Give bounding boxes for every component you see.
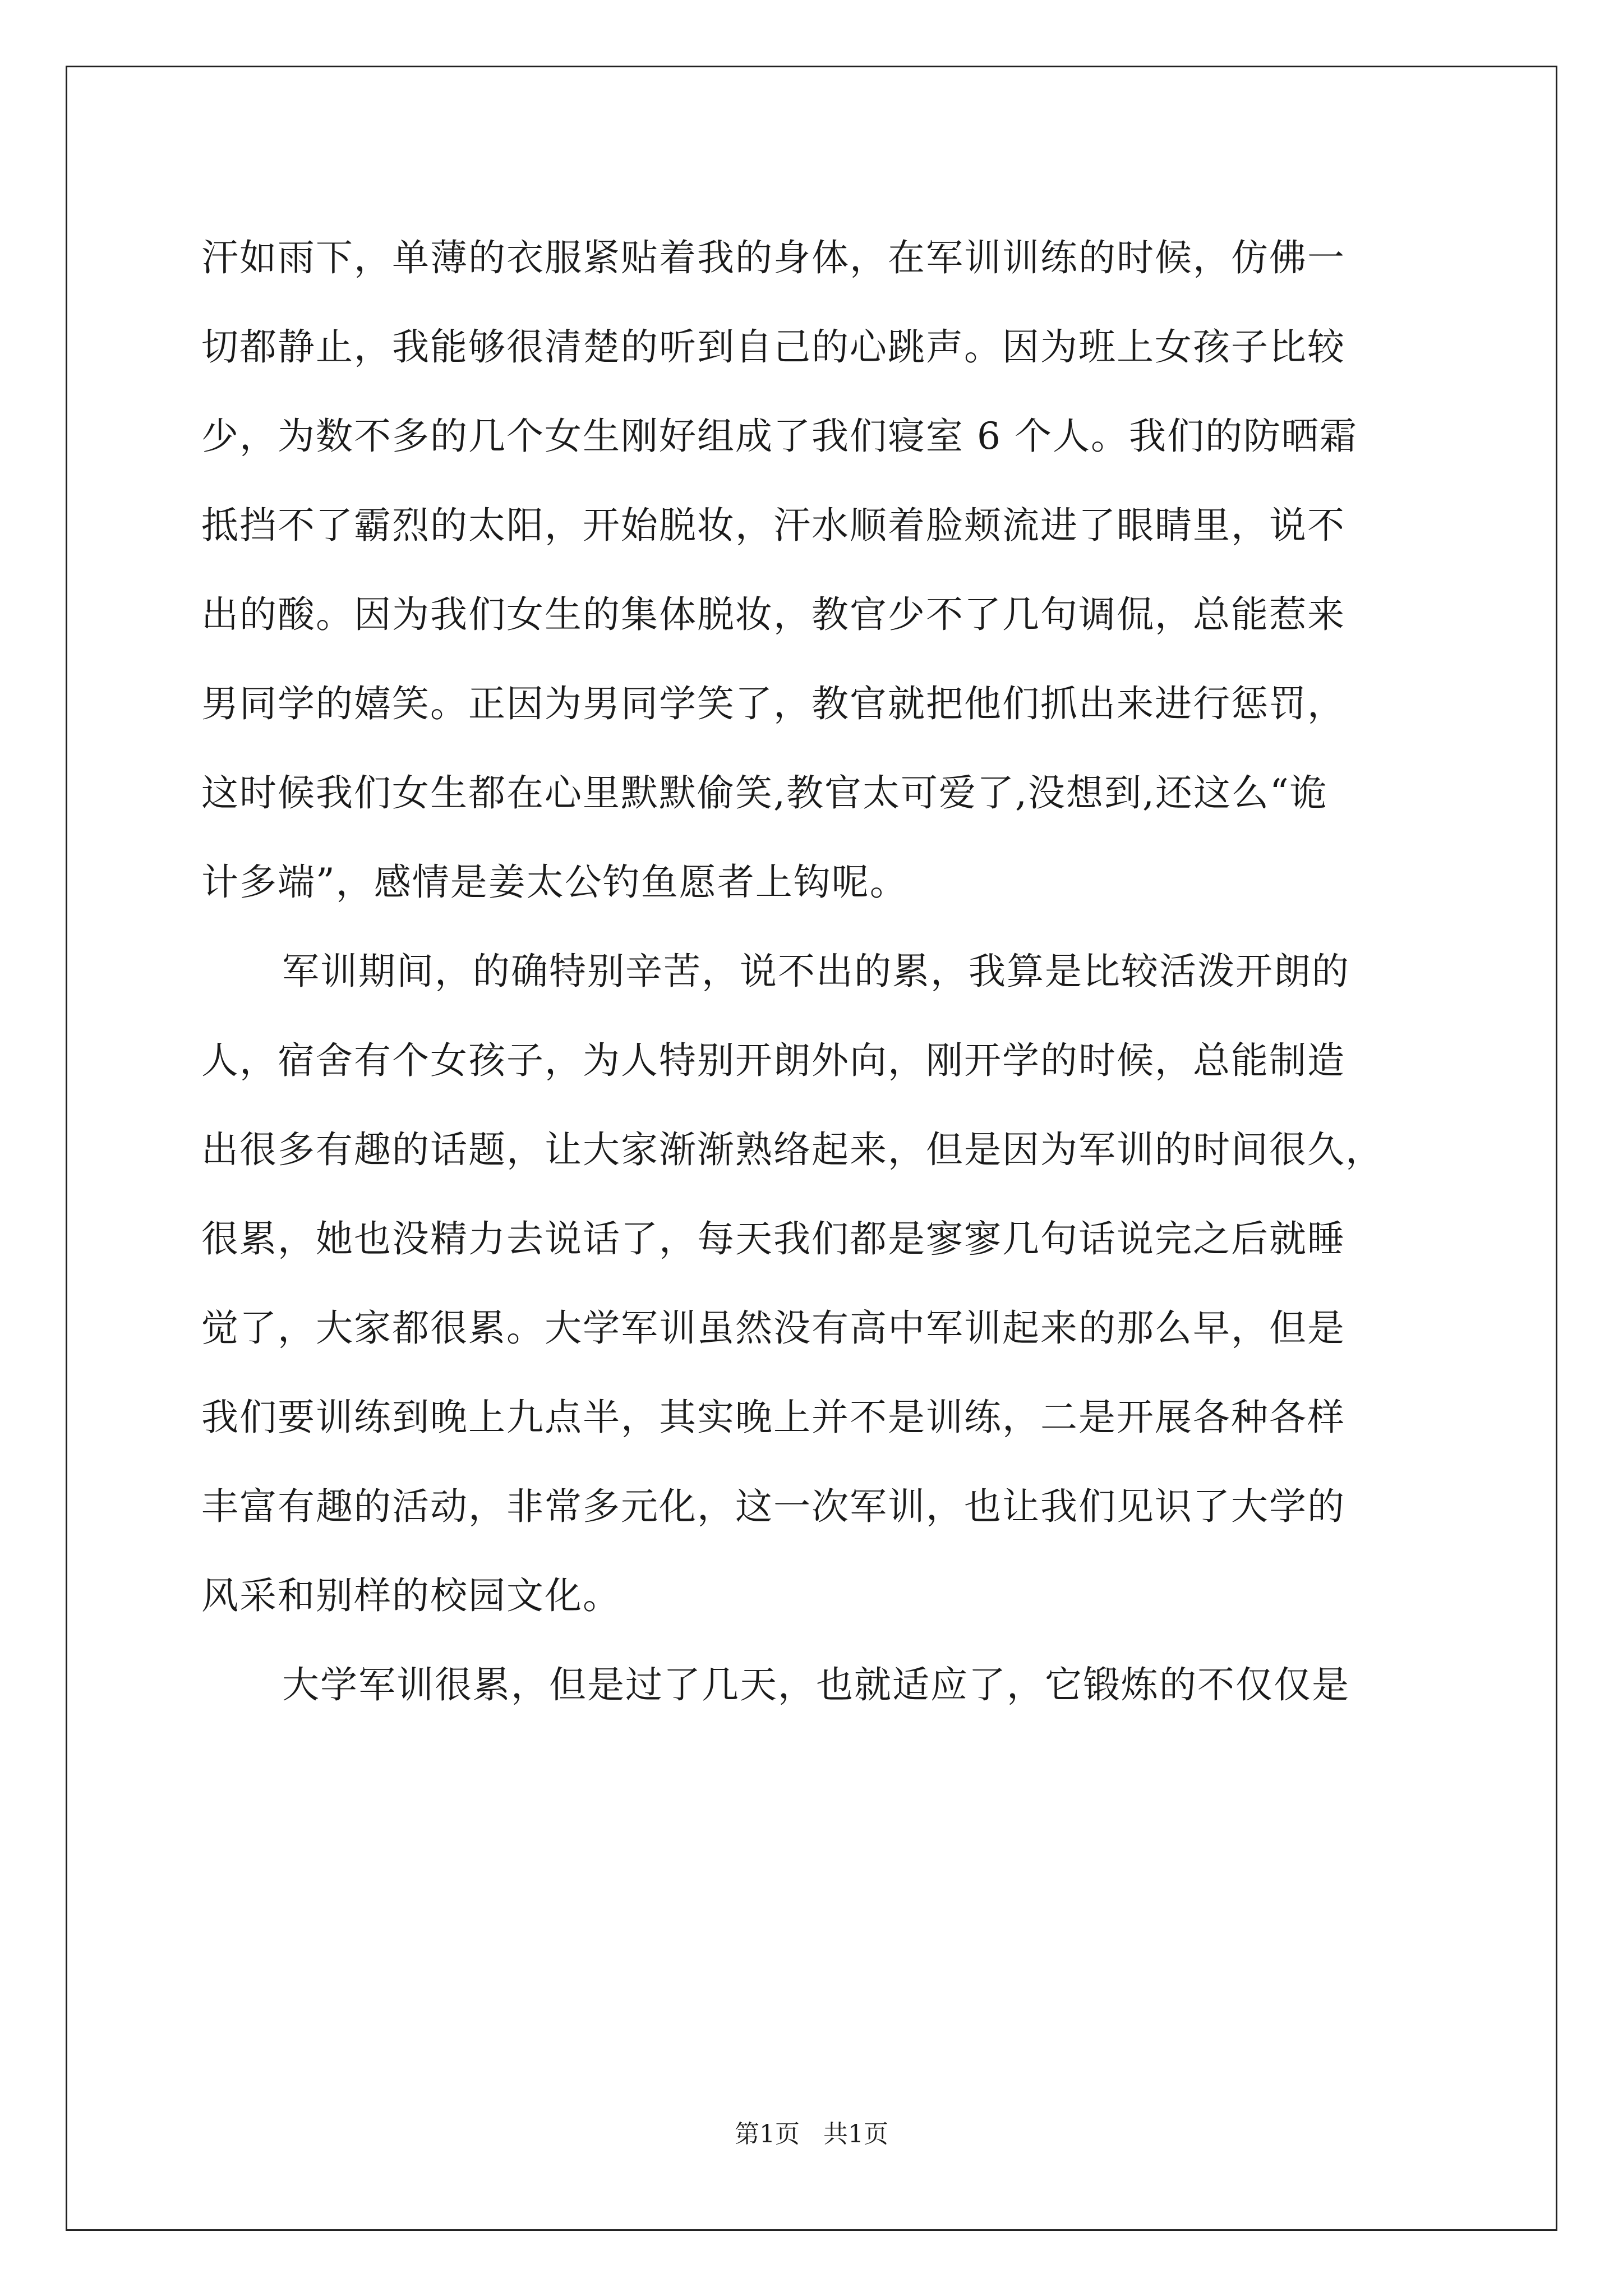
text-line: 这时候我们女生都在心里默默偷笑,教官太可爱了,没想到,还这么“诡 (201, 771, 1328, 815)
text-line: 计多端”，感情是姜太公钓鱼愿者上钩呢。 (201, 861, 908, 904)
text-line: 抵挡不了霸烈的太阳，开始脱妆，汗水顺着脸颊流进了眼睛里，说不 (201, 504, 1345, 547)
text-line: 男同学的嬉笑。正因为男同学笑了，教官就把他们抓出来进行惩罚， (201, 682, 1345, 725)
document-body (201, 213, 1435, 1729)
text-line: 军训期间，的确特别辛苦，说不出的累，我算是比较活泼开朗的 (282, 950, 1350, 993)
text-line: 觉了，大家都很累。大学军训虽然没有高中军训起来的那么早，但是 (201, 1306, 1345, 1350)
text-line: 我们要训练到晚上九点半，其实晚上并不是训练，二是开展各种各样 (201, 1396, 1345, 1439)
text-line: 出很多有趣的话题，让大家渐渐熟络起来，但是因为军训的时间很久， (201, 1128, 1384, 1171)
text-line: 风采和别样的校园文化。 (201, 1574, 621, 1617)
text-line: 汗如雨下，单薄的衣服紧贴着我的身体，在军训训练的时候，仿佛一 (201, 236, 1345, 279)
text-line: 丰富有趣的活动，非常多元化，这一次军训，也让我们见识了大学的 (201, 1485, 1345, 1528)
page-number: 第1页 (735, 2120, 800, 2148)
text-line: 人，宿舍有个女孩子，为人特别开朗外向，刚开学的时候，总能制造 (201, 1039, 1345, 1082)
page-footer (0, 2118, 1623, 2151)
page-total: 共1页 (823, 2120, 888, 2148)
text-line: 大学军训很累，但是过了几天，也就适应了，它锻炼的不仅仅是 (282, 1663, 1350, 1706)
text-line: 出的酸。因为我们女生的集体脱妆，教官少不了几句调侃，总能惹来 (201, 593, 1345, 636)
text-line: 切都静止，我能够很清楚的听到自己的心跳声。因为班上女孩子比较 (201, 325, 1345, 369)
text-line: 少，为数不多的几个女生刚好组成了我们寝室 6 个人。我们的防晒霜 (201, 415, 1358, 458)
text-line: 很累，她也没精力去说话了，每天我们都是寥寥几句话说完之后就睡 (201, 1217, 1345, 1260)
